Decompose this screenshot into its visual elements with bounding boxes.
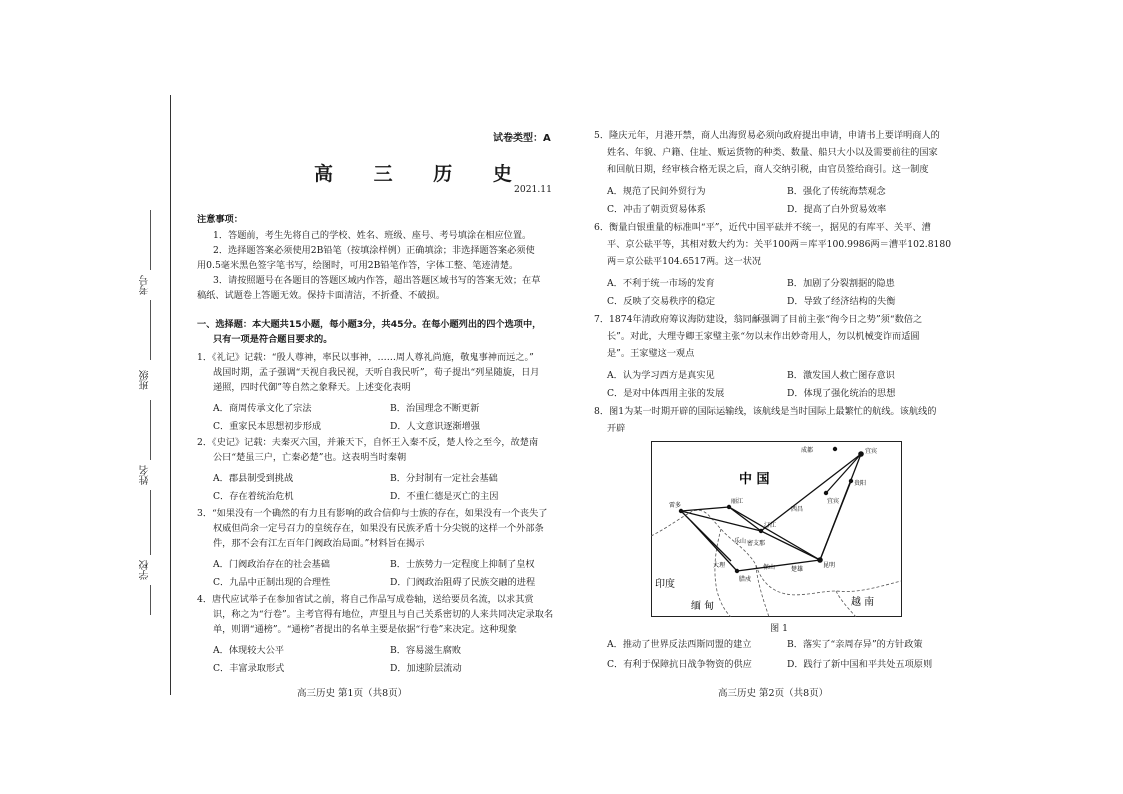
notice-line: 1．答题前，考生先将自己的学校、姓名、班级、座号、考号填涂在相应位置。 (213, 230, 532, 241)
map-city-label: 雷多 (669, 502, 682, 509)
option-c[interactable]: C．存在着统治危机 (213, 491, 294, 502)
map-city-label: 西昌 (791, 506, 804, 513)
map-city-label: 贵阳 (854, 480, 867, 487)
question-line: 开辟 (607, 423, 626, 434)
question-line: 5．隆庆元年，月港开禁，商人出海贸易必须向政府提出申请，申请书上要详明商人的 (594, 130, 940, 141)
option-c[interactable]: C．反映了交易秩序的稳定 (607, 296, 716, 307)
page-footer-right: 高三历史 第2页（共8页） (718, 688, 829, 699)
map-city-label: 保山 (763, 564, 776, 571)
question-line: 件，那不会有江左百年门阀政治局面。”材料旨在揭示 (213, 538, 425, 549)
question-line: 递照，四时代御”等自然之象释天。上述变化表明 (213, 382, 411, 393)
notice-line: 稿纸、试题卷上答题无效。保持卡面清洁，不折叠、不破损。 (197, 290, 446, 301)
exam-no-label: 考号 (140, 275, 151, 295)
map-city-label: 汀江 (764, 522, 777, 529)
binding-rule (150, 490, 151, 555)
map-label-china: 中 国 (739, 472, 770, 487)
option-a[interactable]: A．商周传承文化了宗法 (213, 403, 312, 414)
option-c[interactable]: C．是对中体西用主张的发展 (607, 388, 725, 399)
option-d[interactable]: D．体现了强化统治的思想 (787, 388, 896, 399)
school-label: 学校 (140, 560, 151, 580)
question-line: 3．“如果没有一个确然的有力且有影响的政合信仰与士族的存在，如果没有一个丧失了 (197, 508, 548, 519)
city-node (824, 491, 828, 495)
option-b[interactable]: B．激发国人救亡图存意识 (787, 370, 895, 381)
question-line: 和回航日期，经审核合格无误之后，商人交纳引税，由官员签给商引。这一制度 (607, 164, 929, 175)
city-node (679, 509, 683, 513)
option-d[interactable]: D．不重仁德是灭亡的主因 (390, 491, 499, 502)
map-city-label: 昆明 (823, 562, 836, 569)
option-b[interactable]: B．强化了传统海禁观念 (787, 186, 886, 197)
map-city-label: 大理 (713, 562, 726, 569)
binding-rule (150, 300, 151, 360)
option-c[interactable]: C．冲击了朝贡贸易体系 (607, 204, 706, 215)
notice-heading: 注意事项： (197, 214, 243, 225)
map-city-label: 腊戍 (739, 576, 752, 583)
question-line: 识，称之为“行卷”。主考官得有地位，声望且与自己关系密切的人来共同决定录取名 (213, 609, 554, 620)
page-footer-left: 高三历史 第1页（共8页） (297, 688, 408, 699)
option-b[interactable]: B．分封制有一定社会基础 (390, 473, 498, 484)
option-a[interactable]: A．门阀政治存在的社会基础 (213, 559, 330, 570)
binding-rule (150, 400, 151, 460)
question-line: 战国时期，孟子强调“天视自我民视，天听自我民听”，荀子提出“列星随旋，日月 (213, 367, 540, 378)
paper-type: 试卷类型：A (493, 133, 551, 144)
map-city-label: 丽江 (731, 498, 744, 505)
binding-rule (150, 210, 151, 270)
question-line: 8．图1为某一时期开辟的国际运输线，该航线是当时国际上最繁忙的航线。该航线的 (594, 406, 937, 417)
city-node (727, 505, 731, 509)
map-label-vietnam: 越 南 (851, 597, 875, 608)
option-b[interactable]: B．士族势力一定程度上抑制了皇权 (390, 559, 535, 570)
question-line: 长”。对此，大理寺卿王家璧主张“勿以末作出妙奇用人，勿以机械变诈而适圆 (607, 331, 920, 342)
map-label-burma: 缅 甸 (691, 601, 715, 612)
city-node (735, 569, 739, 573)
map-city-label: 乐山 (734, 538, 747, 545)
notice-line: 用0.5毫米黑色签字笔书写，绘图时，可用2B铅笔作答，字体工整、笔迹清楚。 (197, 260, 519, 271)
question-line: 是”。王家璧这一观点 (607, 348, 695, 359)
notice-line: 3．请按照题号在各题目的答题区域内作答，超出答题区域书写的答案无效；在草 (213, 275, 541, 286)
option-d[interactable]: D．提高了白外贸易效率 (787, 204, 887, 215)
option-a[interactable]: A．规范了民间外贸行为 (607, 186, 706, 197)
map-caption: 图 1 (770, 623, 788, 634)
option-b[interactable]: B．落实了“亲周存异”的方针政策 (787, 639, 923, 650)
question-line: 平、京公砝平等，其相对数大约为：关平100两＝库平100.9986两＝漕平102.8180 (607, 239, 952, 250)
section-heading: 一、选择题：本大题共15小题，每小题3分，共45分。在每小题列出的四个选项中， (197, 319, 542, 330)
map-city-label: 密支那 (747, 540, 766, 547)
option-a[interactable]: A．郡县制受到挑战 (213, 473, 294, 484)
option-d[interactable]: D．导致了经济结构的失衡 (787, 296, 896, 307)
question-line: 4．唐代应试举子在参加省试之前，将自己作品写成卷轴，送给要员名流，以求其赏 (197, 594, 534, 605)
city-node (858, 451, 864, 457)
option-c[interactable]: C．有利于保障抗日战争物资的供应 (607, 659, 752, 670)
notice-line: 2．选择题答案必须使用2B铅笔（按填涂样例）正确填涂；非选择题答案必须使 (213, 245, 535, 256)
question-line: 两＝京公砝平104.6517两。这一状况 (607, 256, 762, 267)
page-title: 高 三 历 史 (314, 163, 529, 185)
map-label-india: 印度 (655, 579, 675, 590)
question-line: 单，则谓“通榜”。“通榜”者提出的名单主要是依据“行卷”来决定。这种现象 (213, 624, 517, 635)
section-heading: 只有一项是符合题目要求的。 (213, 334, 333, 345)
map-city-label: 成都 (801, 447, 814, 454)
option-c[interactable]: C．丰富录取形式 (213, 663, 285, 674)
question-line: 6．衡量白银重量的标准叫“平”，近代中国平砝并不统一，据见的有库平、关平、漕 (594, 222, 931, 233)
option-b[interactable]: B．加剧了分裂割据的隐患 (787, 278, 895, 289)
class-label: 班级 (140, 370, 151, 390)
question-line: 权威但尚余一定号召力的皇统存在，如果没有民族矛盾十分尖锐的这样一个外部条 (213, 523, 544, 534)
option-a[interactable]: A．推动了世界反法西斯同盟的建立 (607, 639, 752, 650)
option-a[interactable]: A．认为学习西方是真实见 (607, 370, 715, 381)
map-figure (651, 441, 902, 617)
option-a[interactable]: A．不利于统一市场的发育 (607, 278, 715, 289)
map-city-label: 宜宾 (865, 448, 878, 455)
option-c[interactable]: C．重家民本思想初步形成 (213, 421, 322, 432)
city-node (849, 479, 853, 483)
map-city-label: 楚雄 (791, 566, 804, 573)
question-line: 1．《礼记》记载：“殷人尊神，率民以事神，……周人尊礼尚施，敬鬼事神而远之。” (197, 352, 534, 363)
option-d[interactable]: D．加速阶层流动 (390, 663, 462, 674)
name-label: 姓名 (140, 465, 151, 485)
question-line: 姓名、年貌、户籍、住址、贩运货物的种类、数量、船只大小以及需要前往的国家 (607, 147, 938, 158)
city-node (817, 557, 823, 563)
question-line: 7．1874年清政府筹议海防建设，翁同龢强调了目前主张“徇今日之势”须“数倍之 (594, 314, 923, 325)
option-b[interactable]: B．容易滋生腐败 (390, 645, 462, 656)
city-node (759, 529, 763, 533)
exam-date: 2021.11 (514, 184, 552, 195)
option-d[interactable]: D．践行了新中国和平共处五项原则 (787, 659, 933, 670)
question-line: 公曰“楚虽三户，亡秦必楚”也。这表明当时秦朝 (213, 452, 407, 463)
option-a[interactable]: A．体现较大公平 (213, 645, 284, 656)
option-b[interactable]: B．治国理念不断更新 (390, 403, 480, 414)
binding-rule (150, 585, 151, 615)
city-node (833, 447, 837, 451)
map-city-label: 宜宾 (827, 498, 840, 505)
option-d[interactable]: D．人文意识逐渐增强 (390, 421, 481, 432)
margin-divider (170, 95, 171, 695)
question-line: 2．《史记》记载：夫秦灭六国，并兼天下，自怀王入秦不反，楚人怜之至今，故楚南 (197, 437, 539, 448)
option-c[interactable]: C．九品中正制出现的合理性 (213, 577, 331, 588)
option-d[interactable]: D．门阀政治阻碍了民族交融的进程 (390, 577, 536, 588)
